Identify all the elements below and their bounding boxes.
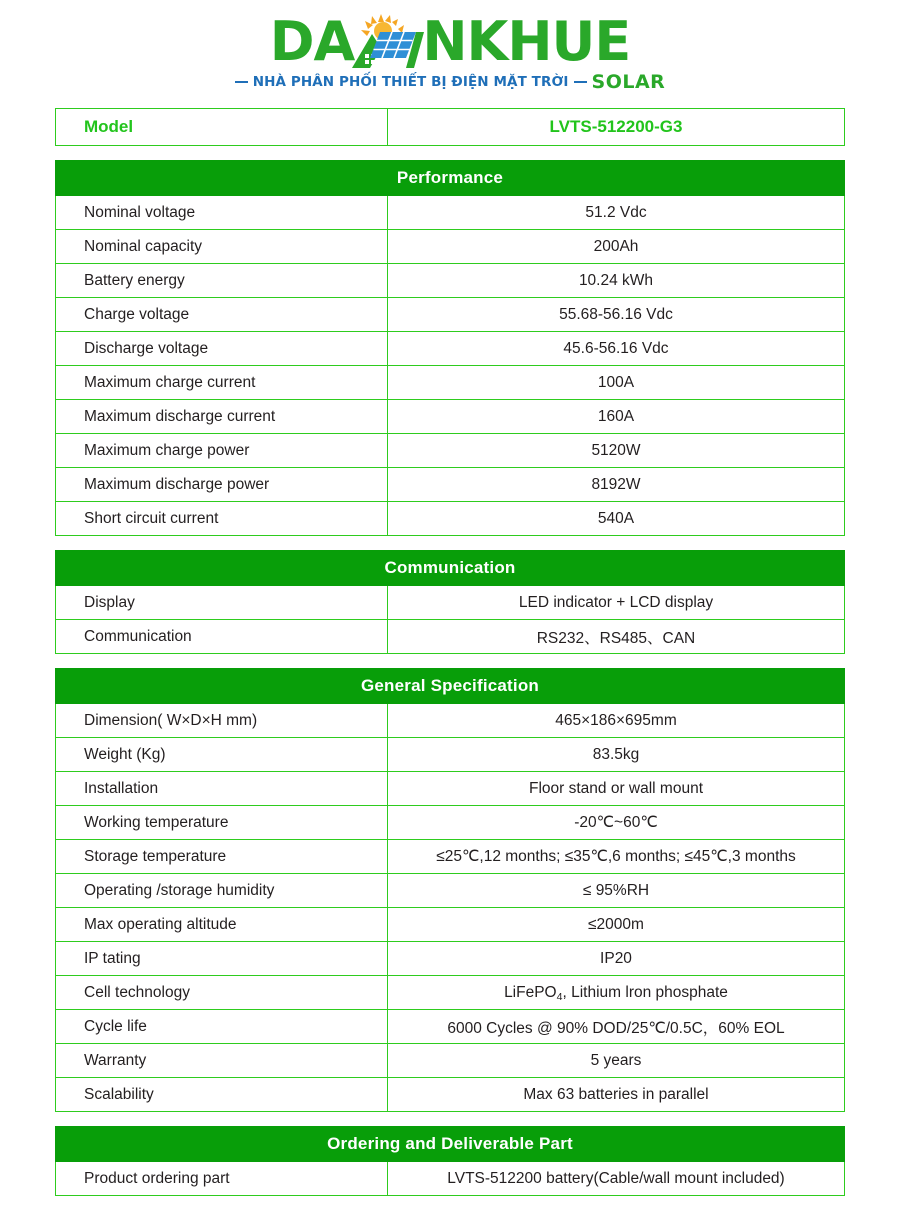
table-row <box>56 298 845 332</box>
spec-label: Maximum charge power <box>56 434 388 468</box>
spec-label: Charge voltage <box>56 298 388 332</box>
logo-wordmark <box>269 10 631 73</box>
spec-label: Scalability <box>56 1078 388 1112</box>
section-header-row <box>56 669 845 704</box>
table-row <box>56 264 845 298</box>
spec-label: Max operating altitude <box>56 908 388 942</box>
spec-label: Short circuit current <box>56 502 388 536</box>
spec-label: Product ordering part <box>56 1162 388 1196</box>
brand-logo <box>0 0 900 93</box>
section-table <box>55 668 845 1112</box>
section-table <box>55 160 845 536</box>
table-row <box>56 586 845 620</box>
section-table <box>55 1126 845 1196</box>
spec-value: RS232、RS485、CAN <box>388 620 845 654</box>
table-row <box>56 434 845 468</box>
section-title: General Specification <box>56 669 845 704</box>
table-row <box>56 1078 845 1112</box>
spec-value: 55.68-56.16 Vdc <box>388 298 845 332</box>
table-row <box>56 230 845 264</box>
table-row <box>56 196 845 230</box>
table-row-model <box>56 109 845 146</box>
spec-label: Communication <box>56 620 388 654</box>
spec-value: Max 63 batteries in parallel <box>388 1078 845 1112</box>
spec-label: Nominal capacity <box>56 230 388 264</box>
tagline-text: NHÀ PHÂN PHỐI THIẾT BỊ ĐIỆN MẶT TRỜI <box>252 74 569 90</box>
model-table <box>55 108 845 146</box>
spec-value: LiFePO$_4$, Lithium lron phosphate <box>388 976 845 1010</box>
model-value: LVTS-512200-G3 <box>388 109 845 146</box>
spec-value: 5120W <box>388 434 845 468</box>
section-table <box>55 550 845 654</box>
spec-value: 83.5kg <box>388 738 845 772</box>
spec-value: 465×186×695mm <box>388 704 845 738</box>
table-row <box>56 468 845 502</box>
section-title: Performance <box>56 161 845 196</box>
spec-label: Working temperature <box>56 806 388 840</box>
spec-label: Maximum discharge current <box>56 400 388 434</box>
spec-value: LVTS-512200 battery(Cable/wall mount included) <box>388 1162 845 1196</box>
spec-label: Dimension( W×D×H mm) <box>56 704 388 738</box>
table-row <box>56 908 845 942</box>
model-label: Model <box>56 109 388 146</box>
section-header-row <box>56 1127 845 1162</box>
spec-value: 100A <box>388 366 845 400</box>
tagline-solar-word: SOLAR <box>591 71 666 93</box>
table-row <box>56 400 845 434</box>
logo-text-right: NKHUE <box>422 10 631 73</box>
spec-value: ≤25℃,12 months; ≤35℃,6 months; ≤45℃,3 months <box>388 840 845 874</box>
spec-value: -20℃~60℃ <box>388 806 845 840</box>
spec-value: ≤ 95%RH <box>388 874 845 908</box>
spec-label: Cycle life <box>56 1010 388 1044</box>
table-row <box>56 840 845 874</box>
spec-value: ≤2000m <box>388 908 845 942</box>
spec-label: Weight (Kg) <box>56 738 388 772</box>
table-row <box>56 806 845 840</box>
table-row <box>56 772 845 806</box>
spec-value: 200Ah <box>388 230 845 264</box>
table-row <box>56 1162 845 1196</box>
spec-label: Battery energy <box>56 264 388 298</box>
spec-label: Maximum discharge power <box>56 468 388 502</box>
spec-label: Operating /storage humidity <box>56 874 388 908</box>
table-row <box>56 1010 845 1044</box>
spec-value: 160A <box>388 400 845 434</box>
spec-label: Storage temperature <box>56 840 388 874</box>
spec-value: 45.6-56.16 Vdc <box>388 332 845 366</box>
spec-label: Maximum charge current <box>56 366 388 400</box>
spec-sections <box>55 160 845 1196</box>
table-row <box>56 704 845 738</box>
table-row <box>56 366 845 400</box>
spec-label: Cell technology <box>56 976 388 1010</box>
section-header-row <box>56 551 845 586</box>
table-row <box>56 738 845 772</box>
specification-sheet <box>55 108 845 1210</box>
spec-value: 8192W <box>388 468 845 502</box>
spec-label: Warranty <box>56 1044 388 1078</box>
table-row <box>56 502 845 536</box>
spec-value: 6000 Cycles @ 90% DOD/25℃/0.5C，60% EOL <box>388 1010 845 1044</box>
logo-text-left: DA <box>269 10 355 73</box>
spec-label: Discharge voltage <box>56 332 388 366</box>
table-row <box>56 1044 845 1078</box>
spec-value: LED indicator + LCD display <box>388 586 845 620</box>
spec-value: 51.2 Vdc <box>388 196 845 230</box>
table-row <box>56 620 845 654</box>
table-row <box>56 332 845 366</box>
tagline-dash-left <box>235 81 248 84</box>
table-row <box>56 976 845 1010</box>
spec-value: Floor stand or wall mount <box>388 772 845 806</box>
spec-value: 10.24 kWh <box>388 264 845 298</box>
spec-label: IP tating <box>56 942 388 976</box>
solar-panel-house-sun-icon <box>350 14 424 68</box>
table-row <box>56 942 845 976</box>
section-header-row <box>56 161 845 196</box>
logo-tagline <box>235 71 666 93</box>
spec-label: Installation <box>56 772 388 806</box>
spec-label: Nominal voltage <box>56 196 388 230</box>
spec-value: 540A <box>388 502 845 536</box>
spec-value: IP20 <box>388 942 845 976</box>
tagline-dash-right <box>574 81 587 84</box>
spec-label: Display <box>56 586 388 620</box>
section-title: Ordering and Deliverable Part <box>56 1127 845 1162</box>
table-row <box>56 874 845 908</box>
section-title: Communication <box>56 551 845 586</box>
spec-value: 5 years <box>388 1044 845 1078</box>
